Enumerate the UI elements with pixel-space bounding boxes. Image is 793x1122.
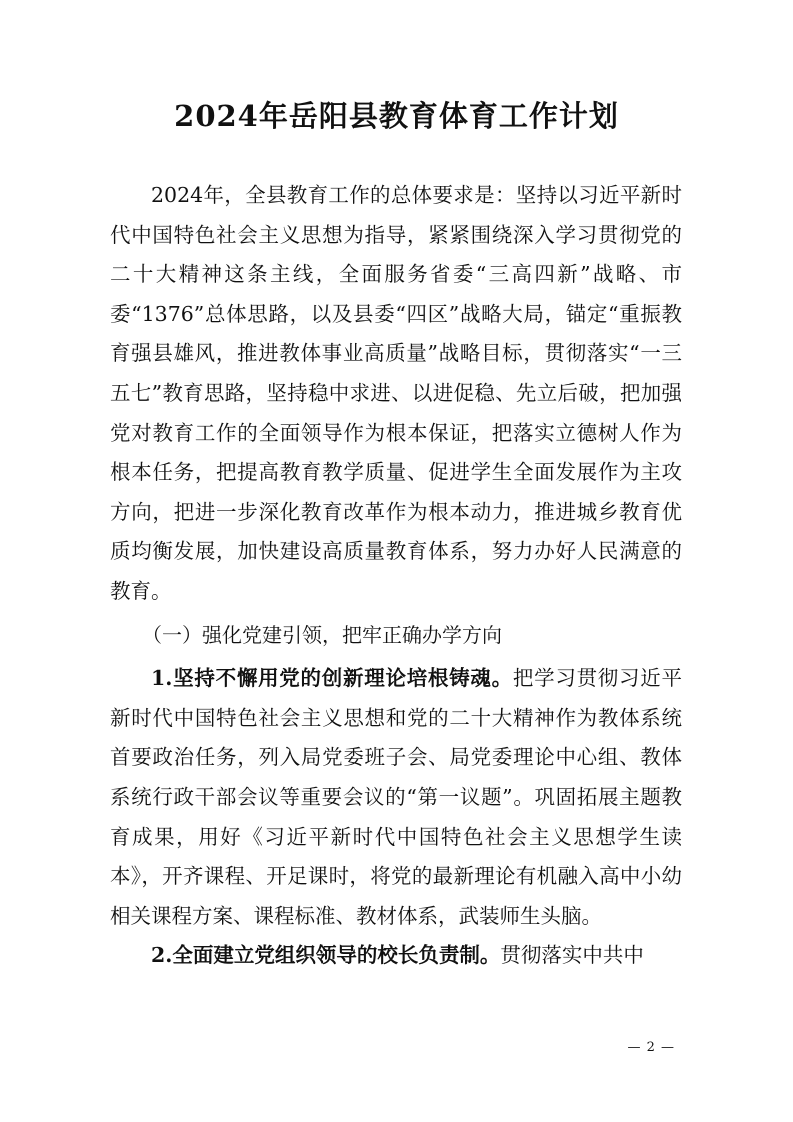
item-paragraph-1 xyxy=(110,659,682,936)
intro-paragraph: 2024年，全县教育工作的总体要求是：坚持以习近平新时代中国特色社会主义思想为指导，紧紧围绕深入学习贯彻党的二十大精神这条主线，全面服务省委“三高四新”战略、市委“1376”总体思路，以及县委“四区”战略大局，锚定“重振教育强县雄风，推进教体事业高质量”战略目标，贯彻落实“一三五七”教育思路，坚持稳中求进、以进促稳、先立后破，把加强党对教育工作的全面领导作为根本保证，把落实立德树人作为根本任务，把提高教育教学质量、促进学生全面发展作为主攻方向，把进一步深化教育改革作为根本动力，推进城乡教育优质均衡发展，加快建设高质量教育体系，努力办好人民满意的教育。 xyxy=(110,183,682,603)
item-lead-1: 1.坚持不懈用党的创新理论培根铸魂。 xyxy=(151,666,513,691)
item-text-2: 贯彻落实中共中 xyxy=(500,943,644,968)
item-paragraph-2 xyxy=(110,936,682,976)
page-number: — 2 — xyxy=(627,1040,675,1055)
item-text-1: 把学习贯彻习近平新时代中国特色社会主义思想和党的二十大精神作为教体系统首要政治任务，列入局党委班子会、局党委理论中心组、教体系统行政干部会议等重要会议的“第一议题”。巩固拓展主题教育成果，用好《习近平新时代中国特色社会主义思想学生读本》，开齐课程、开足课时，将党的最新理论有机融入高中小幼相关课程方案、课程标准、教材体系，武装师生头脑。 xyxy=(110,666,683,928)
section-heading: （一）强化党建引领，把牢正确办学方向 xyxy=(142,622,502,647)
item-lead-2: 2.全面建立党组织领导的校长负责制。 xyxy=(151,943,501,968)
document-body xyxy=(110,176,682,976)
document-title: 2024年岳阳县教育体育工作计划 xyxy=(174,99,619,133)
